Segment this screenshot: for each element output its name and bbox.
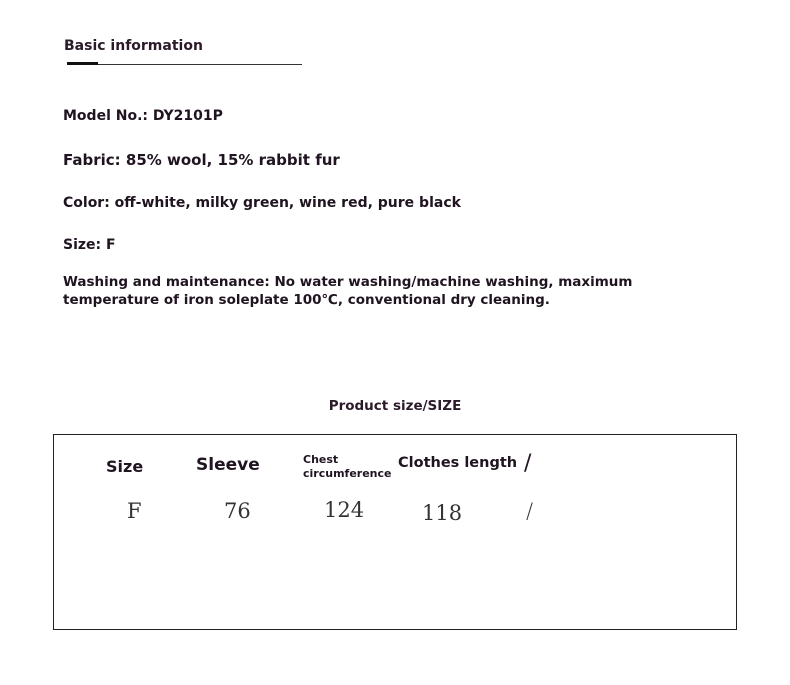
cell-chest: 124 <box>324 498 365 522</box>
header-sleeve: Sleeve <box>196 455 260 475</box>
size-table-title: Product size/SIZE <box>328 398 462 414</box>
cell-sleeve: 76 <box>224 499 251 523</box>
header-extra: / <box>524 451 532 476</box>
header-chest-line1: Chest <box>303 453 339 466</box>
size-table <box>53 434 737 630</box>
title-underline <box>67 64 302 65</box>
color-info: Color: off-white, milky green, wine red, pure black <box>63 195 461 211</box>
section-title: Basic information <box>64 38 203 54</box>
size-info: Size: F <box>63 237 116 253</box>
header-chest <box>303 453 391 481</box>
cell-size: F <box>127 499 142 523</box>
model-number: Model No.: DY2101P <box>63 108 223 124</box>
title-underline-accent <box>67 62 98 65</box>
cell-clothes-length: 118 <box>422 501 463 525</box>
header-size: Size <box>106 457 144 476</box>
header-clothes-length: Clothes length <box>398 455 518 471</box>
cell-extra: / <box>526 499 534 523</box>
header-chest-line2: circumference <box>303 467 392 480</box>
washing-info: Washing and maintenance: No water washing/machine washing, maximum temperature of iron soleplate 100℃, conventional dry cleaning. <box>63 274 633 308</box>
fabric-info: Fabric: 85% wool, 15% rabbit fur <box>63 151 340 169</box>
